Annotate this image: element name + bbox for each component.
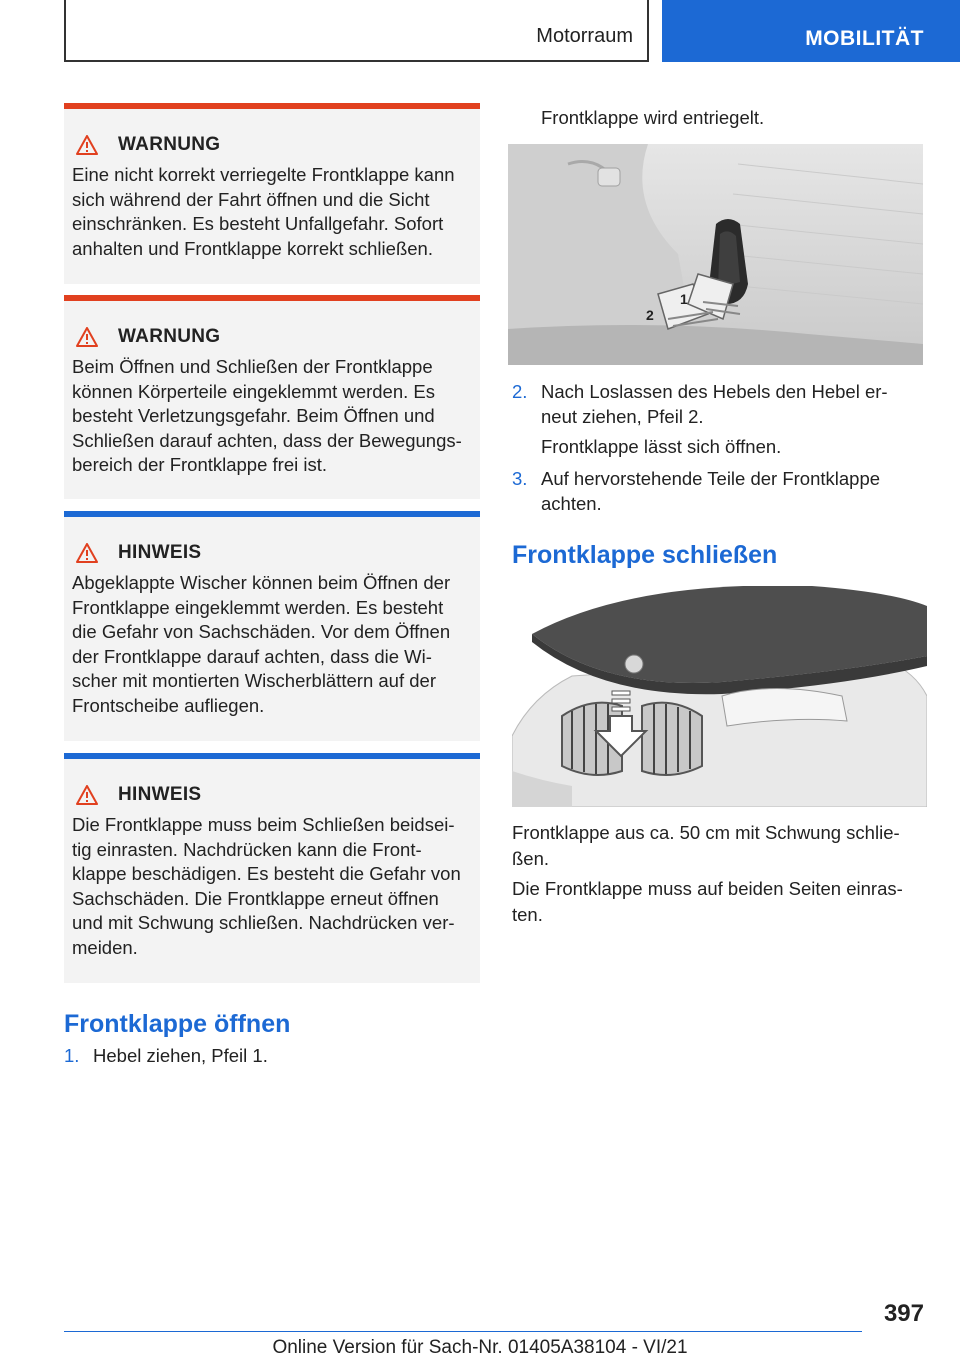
- arrow-label-1: 1: [680, 291, 688, 307]
- warning-triangle-icon: [76, 327, 98, 347]
- warning-triangle-icon: [76, 543, 98, 563]
- info-notice-2: [64, 753, 480, 983]
- step-1: [64, 1044, 484, 1070]
- notice-text: Eine nicht korrekt verriegelte Frontklappe kann sich während der Fahrt öffnen und die Sicht einschränken. Es besteht Unfallgefahr. Sofort anhalten und Frontklappe korrekt schließen.: [72, 164, 455, 259]
- step-1-result: Frontklappe wird entriegelt.: [541, 107, 765, 128]
- section-heading-open: Frontklappe öffnen: [64, 1010, 291, 1038]
- step-number: 1.: [64, 1045, 80, 1066]
- section-title: MOBILITÄT: [805, 27, 924, 50]
- notice-text: Beim Öffnen und Schließen der Frontklappe können Körperteile eingeklemmt werden. Es besteht Verletzungsgefahr. Beim Öffnen und Schließen darauf achten, dass der Bewegungs-bereich der Frontklappe frei ist.: [72, 356, 462, 476]
- step-number: 2.: [512, 381, 528, 402]
- notice-text: Die Frontklappe muss beim Schließen beidsei-tig einrasten. Nachdrücken kann die Front-klappe beschädigen. Es besteht die Gefahr von Sachschäden. Die Frontklappe erneut öffnen und mit Schwung schließen. Nachdrücken ver-meiden.: [72, 814, 461, 958]
- header-chapter-box: [64, 0, 649, 62]
- warning-notice-1: [64, 103, 480, 284]
- step-text: Hebel ziehen, Pfeil 1.: [93, 1045, 268, 1066]
- footer-divider: [64, 1331, 862, 1332]
- warning-triangle-icon: [76, 135, 98, 155]
- header-section-tab: [662, 0, 960, 62]
- page-number: 397: [883, 1300, 924, 1327]
- notice-title: WARNUNG: [118, 134, 221, 155]
- hood-closing-figure: [512, 586, 927, 807]
- notice-title: HINWEIS: [118, 542, 202, 563]
- step-2-result: Frontklappe lässt sich öffnen.: [541, 436, 782, 457]
- warning-triangle-icon: [76, 785, 98, 805]
- hood-release-lever-figure: [508, 144, 923, 365]
- footer-text: Online Version für Sach-Nr. 01405A38104 - VI/21: [272, 1337, 688, 1358]
- chapter-title: Motorraum: [536, 25, 633, 47]
- notice-text: Abgeklappte Wischer können beim Öffnen der Frontklappe eingeklemmt werden. Es besteht die Gefahr von Sachschäden. Vor dem Öffnen der Frontklappe darauf achten, dass die Wi-scher mit montierten Wischerblättern auf der Frontscheibe aufliegen.: [72, 572, 451, 716]
- close-instruction-2: Die Frontklappe muss auf beiden Seiten einras-ten.: [512, 878, 903, 925]
- close-instruction-1: Frontklappe aus ca. 50 cm mit Schwung schlie-ßen.: [512, 822, 900, 869]
- step-3: [512, 467, 932, 519]
- section-heading-close: Frontklappe schließen: [512, 541, 778, 569]
- warning-notice-2: [64, 295, 480, 499]
- step-2: [512, 380, 932, 432]
- step-text: Auf hervorstehende Teile der Frontklappe achten.: [541, 468, 881, 514]
- notice-title: HINWEIS: [118, 784, 202, 805]
- step-text: Nach Loslassen des Hebels den Hebel er-neut ziehen, Pfeil 2.: [541, 381, 888, 427]
- info-notice-1: [64, 511, 480, 741]
- notice-title: WARNUNG: [118, 326, 221, 347]
- arrow-label-2: 2: [646, 307, 654, 323]
- step-number: 3.: [512, 468, 528, 489]
